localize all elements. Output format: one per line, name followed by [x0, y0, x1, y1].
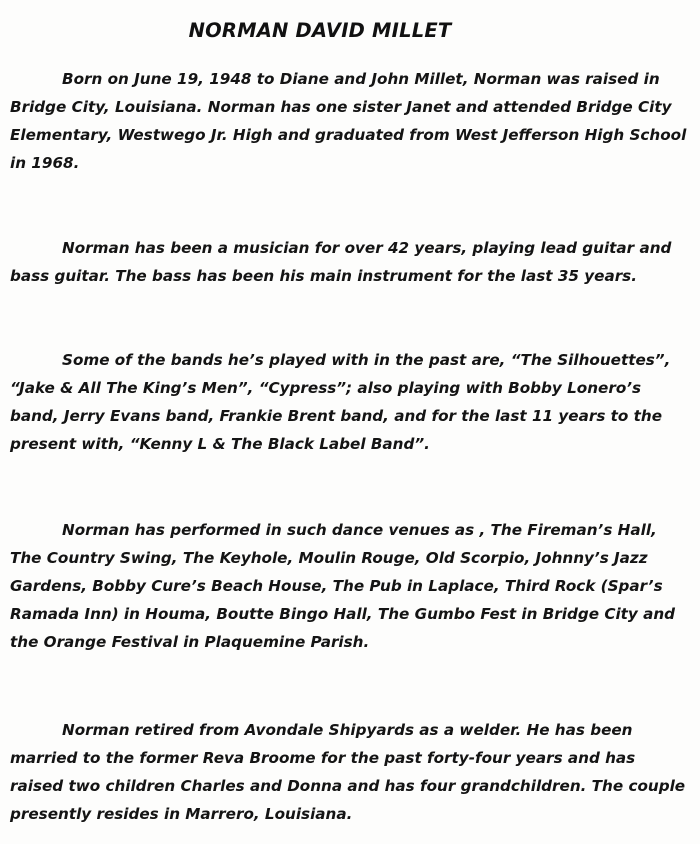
paragraph-retirement-family: Norman retired from Avondale Shipyards as a welder. He has been married to the former Reva Broome for the past forty-four years and has raised two children Charles and Donna and has four grandchildren. The couple presently resides in Marrero, Louisiana.	[10, 721, 686, 823]
paragraph-venues: Norman has performed in such dance venues as , The Fireman’s Hall, The Country Swing, The Keyhole, Moulin Rouge, Old Scorpio, Johnny’s Jazz Gardens, Bobby Cure’s Beach House, The Pub in Laplace, Third Rock (Spar’s Ramada Inn) in Houma, Boutte Bingo Hall, The Gumbo Fest in Bridge City and the Orange Festival in Plaquemine Parish.	[10, 521, 676, 651]
paragraph-early-life: Born on June 19, 1948 to Diane and John Millet, Norman was raised in Bridge City, Louisiana. Norman has one sister Janet and attended Bridge City Elementary, Westwego Jr. High and graduated from West Jefferson High School in 1968.	[10, 70, 687, 172]
paragraph-musician: Norman has been a musician for over 42 years, playing lead guitar and bass guitar. The bass has been his main instrument for the last 35 years.	[10, 239, 672, 285]
paragraph-bands: Some of the bands he’s played with in the past are, “The Silhouettes”, “Jake & All The King’s Men”, “Cypress”; also playing with Bobby Lonero’s band, Jerry Evans band, Frankie Brent band, and for the last 11 years to the present with, “Kenny L & The Black Label Band”.	[10, 351, 671, 453]
document-title: NORMAN DAVID MILLET	[188, 19, 452, 42]
